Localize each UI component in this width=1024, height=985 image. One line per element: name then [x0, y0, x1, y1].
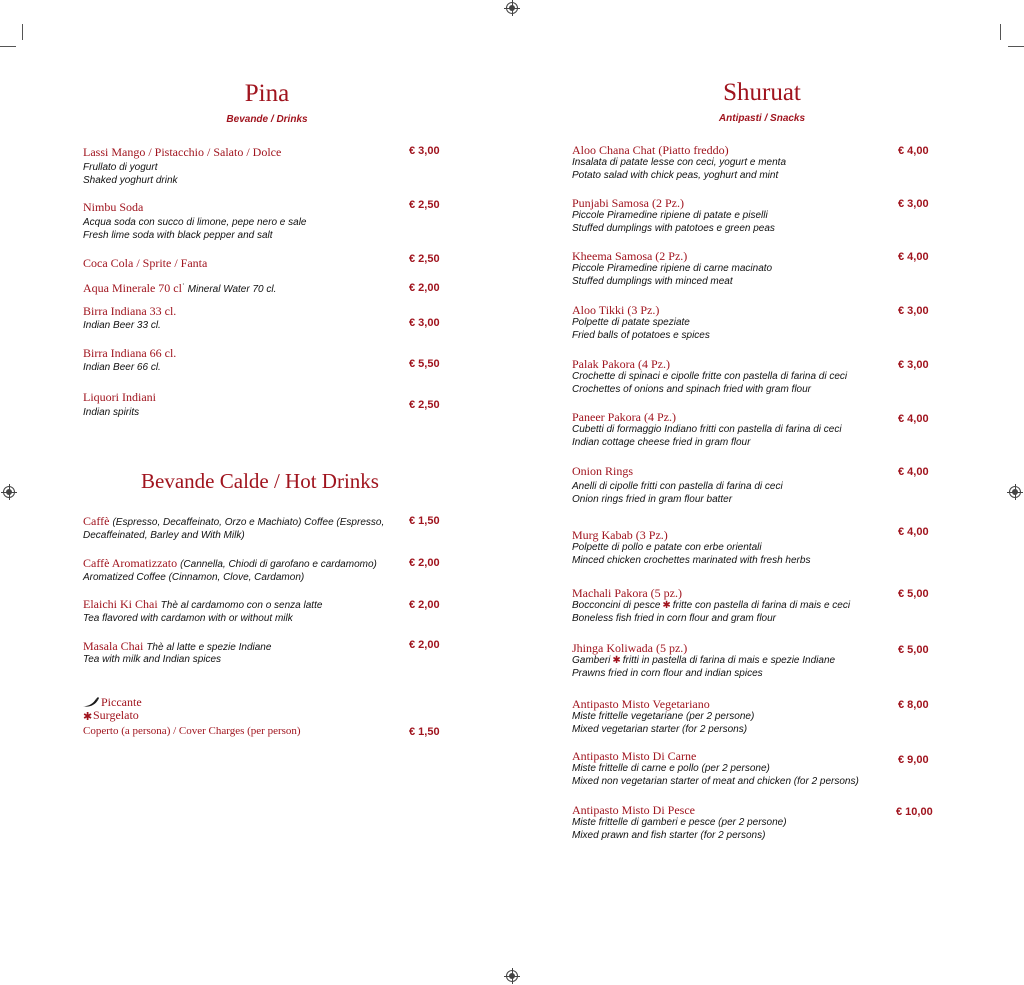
menu-item-name-text: Elaichi Ki Chai: [83, 597, 158, 611]
menu-item-desc: Mineral Water 70 cl.: [187, 284, 277, 295]
menu-item-desc: Aromatized Coffee (Cinnamon, Clove, Cardamon): [83, 572, 305, 583]
registration-mark-icon: [3, 486, 15, 498]
menu-item-price: € 3,00: [409, 145, 440, 157]
menu-item-desc: Prawns fried in corn flour and indian spices: [572, 668, 763, 679]
menu-item-desc-part: fritte con pastella di farina di mais e ceci: [672, 600, 851, 611]
menu-item-price: € 5,00: [898, 588, 929, 600]
section-title: Bevande Calde / Hot Drinks: [141, 469, 379, 493]
legend-surgelato: Surgelato: [93, 708, 139, 722]
menu-item-price: € 4,00: [898, 145, 929, 157]
crop-mark: [22, 24, 23, 40]
crop-mark: [1000, 24, 1001, 40]
crop-mark: [0, 46, 16, 47]
menu-item-desc: (Espresso, Decaffeinato, Orzo e Machiato) Coffee (Espresso,: [112, 517, 385, 528]
menu-item-price: € 4,00: [898, 466, 929, 478]
menu-item-desc: (Cannella, Chiodi di garofano e cardamomo): [180, 559, 377, 570]
menu-item-price: € 2,50: [409, 199, 440, 211]
menu-item-price: € 2,50: [409, 399, 440, 411]
menu-item-name: Birra Indiana 66 cl.: [83, 346, 177, 360]
menu-item-desc: Fresh lime soda with black pepper and salt: [83, 230, 273, 241]
menu-item-desc-part: Gamberi: [572, 655, 611, 666]
legend-piccante: Piccante: [101, 695, 142, 709]
menu-item-price: € 5,50: [409, 358, 440, 370]
menu-item-desc: Piccole Piramedine ripiene di carne macinato: [572, 263, 773, 274]
crop-mark: [1008, 46, 1024, 47]
menu-item-price: € 4,00: [898, 526, 929, 538]
cover-charge-price: € 1,50: [409, 726, 440, 738]
menu-item-name: Murg Kabab (3 Pz.): [572, 528, 668, 542]
menu-item-desc: Thè al cardamomo con o senza latte: [160, 600, 323, 611]
menu-item-name: Punjabi Samosa (2 Pz.): [572, 196, 684, 210]
section-title: Pina: [244, 80, 290, 107]
menu-item-desc: Miste frittelle vegetariane (per 2 persone): [572, 711, 755, 722]
menu-item-desc: [572, 654, 835, 667]
menu-item-desc: Indian cottage cheese fried in gram flour: [572, 437, 751, 448]
menu-item-desc: Piccole Piramedine ripiene di patate e piselli: [572, 210, 768, 221]
menu-item-desc: Tea with milk and Indian spices: [83, 654, 222, 665]
menu-item-name: Kheema Samosa (2 Pz.): [572, 249, 688, 263]
menu-item-desc: Stuffed dumplings with patotoes e green peas: [572, 223, 775, 234]
menu-item-desc: Mixed non vegetarian starter of meat and chicken (for 2 persons): [572, 776, 859, 787]
menu-item-desc: Potato salad with chick peas, yoghurt and mint: [572, 170, 779, 181]
menu-item-price: € 3,00: [898, 305, 929, 317]
menu-item-desc: Cubetti di formaggio Indiano fritti con pastella di farina di ceci: [572, 424, 842, 435]
menu-item-desc: Frullato di yogurt: [83, 162, 158, 173]
section-subtitle: Bevande / Drinks: [226, 114, 308, 125]
menu-item-name: Aqua Minerale 70 cl· Mineral Water 70 cl.: [83, 280, 277, 295]
menu-item-desc: Indian Beer 33 cl.: [83, 320, 161, 331]
menu-item-desc: [572, 599, 850, 612]
menu-item-name: Coca Cola / Sprite / Fanta: [83, 256, 208, 270]
menu-item-name: [83, 639, 271, 654]
menu-item-name-text: Masala Chai: [83, 639, 144, 653]
menu-item-name: Lassi Mango / Pistacchio / Salato / Dolce: [83, 145, 282, 159]
menu-item-name: [83, 514, 384, 529]
menu-item-name: Antipasto Misto Vegetariano: [572, 697, 710, 711]
menu-item-price: € 5,00: [898, 644, 929, 656]
menu-item-price: € 3,00: [409, 317, 440, 329]
menu-item-desc: Tea flavored with cardamon with or without milk: [83, 613, 293, 624]
menu-item-desc: Indian Beer 66 cl.: [83, 362, 161, 373]
menu-item-name: Palak Pakora (4 Pz.): [572, 357, 670, 371]
menu-item-desc: Decaffeinated, Barley and With Milk): [83, 530, 245, 541]
menu-item-name: Jhinga Koliwada (5 pz.): [572, 641, 688, 655]
menu-item-desc: Miste frittelle di carne e pollo (per 2 persone): [572, 763, 770, 774]
menu-item-name: [83, 556, 377, 571]
menu-item-price: € 4,00: [898, 413, 929, 425]
menu-item-desc: Polpette di pollo e patate con erbe orientali: [572, 542, 762, 553]
menu-item-price: € 2,00: [409, 557, 440, 569]
menu-item-name-text: Caffè: [83, 514, 110, 528]
menu-item-desc: Acqua soda con succo di limone, pepe nero e sale: [83, 217, 307, 228]
menu-item-desc: Shaked yoghurt drink: [83, 175, 178, 186]
menu-item-price: € 2,00: [409, 639, 440, 651]
menu-item-desc: Crochette di spinaci e cipolle fritte con pastella di farina di ceci: [572, 371, 848, 382]
menu-item-name-text: Caffè Aromatizzato: [83, 556, 178, 570]
menu-item-name: Aloo Tikki (3 Pz.): [572, 303, 660, 317]
menu-item-name: Onion Rings: [572, 464, 634, 478]
menu-item-desc: Thè al latte e spezie Indiane: [146, 642, 272, 653]
menu-item-name: Paneer Pakora (4 Pz.): [572, 410, 676, 424]
star-icon: ✱: [662, 600, 671, 611]
menu-item-name: Liquori Indiani: [83, 390, 156, 404]
menu-item-desc: Miste frittelle di gamberi e pesce (per 2 persone): [572, 817, 787, 828]
menu-item-desc: Insalata di patate lesse con ceci, yogurt e menta: [572, 157, 787, 168]
menu-item-name: Antipasto Misto Di Pesce: [572, 803, 695, 817]
menu-item-desc: Fried balls of potatoes e spices: [572, 330, 710, 341]
menu-item-desc: Stuffed dumplings with minced meat: [572, 276, 733, 287]
menu-item-desc-part: Bocconcini di pesce: [572, 600, 661, 611]
registration-mark-icon: [506, 2, 518, 14]
menu-item-price: € 2,00: [409, 282, 440, 294]
menu-item-desc: Onion rings fried in gram flour batter: [572, 494, 733, 505]
cover-charge-label: Coperto (a persona) / Cover Charges (per person): [83, 725, 301, 737]
menu-item-desc: Polpette di patate speziate: [572, 317, 690, 328]
menu-item-price: € 1,50: [409, 515, 440, 527]
menu-item-desc: Anelli di cipolle fritti con pastella di farina di ceci: [572, 481, 783, 492]
menu-item-price: € 4,00: [898, 251, 929, 263]
menu-item-desc-part: fritti in pastella di farina di mais e spezie Indiane: [622, 655, 836, 666]
registration-mark-icon: [506, 970, 518, 982]
star-icon: ✱: [83, 711, 93, 723]
menu-item-name: Machali Pakora (5 pz.): [572, 586, 682, 600]
menu-item-name: Antipasto Misto Di Carne: [572, 749, 697, 763]
menu-item-price: € 3,00: [898, 198, 929, 210]
menu-item-desc: Minced chicken crochettes marinated with fresh herbs: [572, 555, 811, 566]
section-subtitle: Antipasti / Snacks: [718, 113, 806, 124]
menu-item-name: [83, 597, 322, 612]
menu-item-desc: Indian spirits: [83, 407, 140, 418]
menu-item-desc: Boneless fish fried in corn flour and gram flour: [572, 613, 776, 624]
menu-item-name: Aloo Chana Chat (Piatto freddo): [572, 143, 729, 157]
menu-item-price: € 9,00: [898, 754, 929, 766]
registration-mark-icon: [1009, 486, 1021, 498]
menu-item-price: € 3,00: [898, 359, 929, 371]
menu-item-price: € 8,00: [898, 699, 929, 711]
chili-icon: [82, 695, 100, 707]
menu-item-desc: Mixed prawn and fish starter (for 2 persons): [572, 830, 766, 841]
star-icon: ✱: [612, 655, 621, 666]
menu-item-name: Nimbu Soda: [83, 200, 144, 214]
menu-item-name: Birra Indiana 33 cl.: [83, 304, 177, 318]
menu-item-desc: Crochettes of onions and spinach fried with gram flour: [572, 384, 812, 395]
menu-item-price: € 10,00: [896, 806, 933, 818]
menu-item-name-text: Aqua Minerale 70 cl: [83, 281, 182, 295]
menu-item-price: € 2,50: [409, 253, 440, 265]
menu-item-desc: Mixed vegetarian starter (for 2 persons): [572, 724, 748, 735]
section-title: Shuruat: [723, 79, 801, 106]
menu-item-price: € 2,00: [409, 599, 440, 611]
